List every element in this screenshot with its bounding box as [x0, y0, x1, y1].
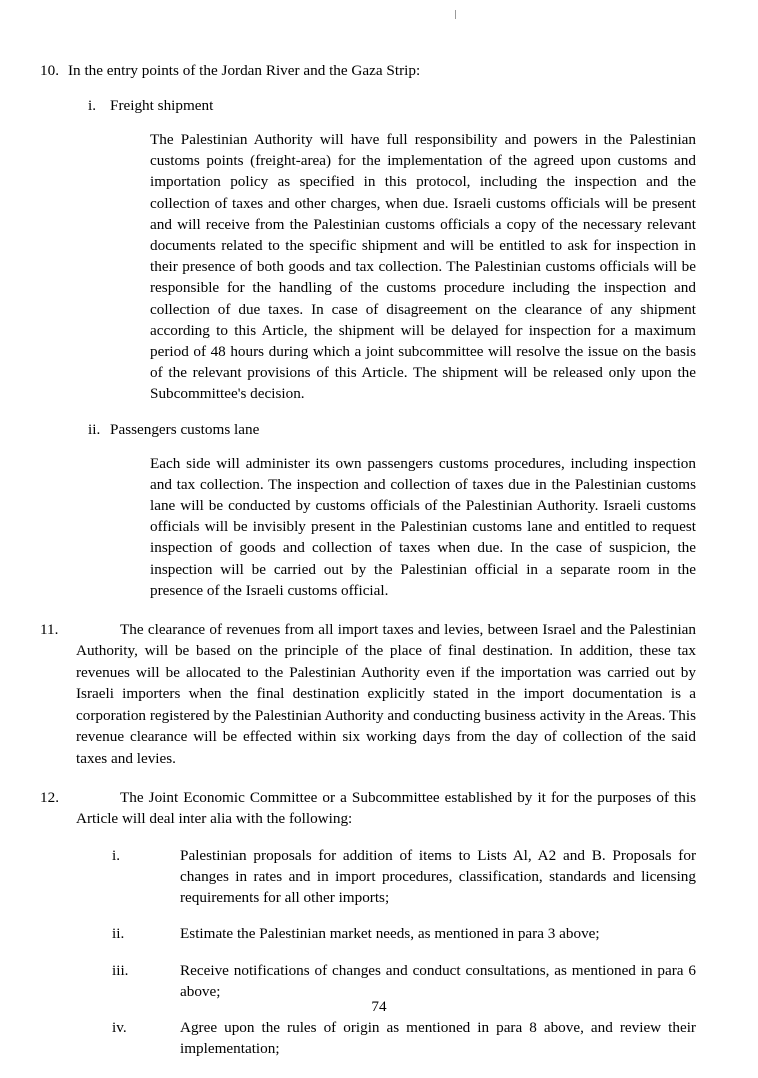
paragraph-11-marker: 11. — [40, 621, 59, 639]
subitem-i-marker: i. — [88, 97, 97, 114]
subitem-i-heading-row — [88, 95, 696, 116]
subitem-ii-heading: Passengers customs lane — [110, 420, 260, 438]
sub-list-item-i — [112, 845, 696, 909]
sub-list-item-iii — [112, 960, 696, 1002]
sub-list-item-i-text: Palestinian proposals for addition of items to Lists Al, A2 and B. Proposals for changes in rates and in import procedures, classification, standards and licensing requirements for all other imports; — [180, 846, 696, 907]
item-10-lead-text: In the entry points of the Jordan River and the Gaza Strip: — [68, 62, 421, 79]
subitem-ii-heading-row — [88, 419, 696, 440]
subitem-ii-marker: ii. — [88, 420, 101, 438]
paragraph-11-text: The clearance of revenues from all import taxes and levies, between Israel and the Palestinian Authority, will be based on the principle of the place of final destination. In addition, these tax revenues will be allocated to the Palestinian Authority even if the importation was carried out by Israeli importers when the final destination explicitly stated in the import documentation is a corporation registered by the Palestinian Authority and conducting business activity in the Areas. This revenue clearance will be effected within six working days from the day of collection of the said taxes and levies. — [76, 621, 696, 767]
sub-list-item-iv — [112, 1017, 696, 1059]
subitem-i-heading: Freight shipment — [110, 97, 214, 114]
numbered-paragraph-11 — [40, 619, 696, 769]
sub-list-item-ii — [112, 923, 696, 944]
sub-list-item-i-marker: i. — [112, 846, 121, 864]
numbered-paragraph-12 — [40, 787, 696, 830]
sub-list-item-iv-marker: iv. — [112, 1018, 127, 1036]
page-top-tick-mark — [455, 10, 456, 19]
paragraph-11-text-wrap — [76, 619, 696, 769]
sub-list-item-ii-marker: ii. — [112, 925, 125, 943]
page-number: 74 — [371, 998, 387, 1015]
paragraph-12-text-wrap — [76, 787, 696, 830]
item-10-marker: 10. — [40, 62, 59, 79]
sub-list-item-iii-text: Receive notifications of changes and conduct consultations, as mentioned in para 6 above; — [180, 961, 696, 1000]
numbered-item-10 — [40, 60, 696, 81]
paragraph-12-marker: 12. — [40, 788, 59, 806]
sub-list-item-iv-text: Agree upon the rules of origin as mentioned in para 8 above, and review their implementation; — [180, 1018, 696, 1058]
sub-list-item-iii-marker: iii. — [112, 961, 129, 979]
sub-list-item-ii-text: Estimate the Palestinian market needs, as mentioned in para 3 above; — [180, 925, 600, 943]
subitem-i-body: The Palestinian Authority will have full responsibility and powers in the Palestinian customs points (freight-area) for the implementation of the agreed upon customs and importation policy as specified in this protocol, including the inspection and the collection of taxes and other charges, when due. Israeli customs officials will be present and will receive from the Palestinian customs officials a copy of the necessary relevant documents related to the specific shipment and will be entitled to ask for inspection in their presence of both goods and tax collection. The Palestinian customs officials will be responsible for the handling of the customs procedure including the inspection and collection of due taxes. In case of disagreement on the clearance of any shipment according to this Article, the shipment will be delayed for inspection for a maximum period of 48 hours during which a joint subcommittee will resolve the issue on the basis of the relevant provisions of this Article. The shipment will be released only upon the Subcommittee's decision. — [150, 131, 696, 403]
subitem-ii-body: Each side will administer its own passengers customs procedures, including inspection and tax collection. The inspection and collection of taxes due in the Palestinian customs lane will be conducted by customs officials of the Palestinian Authority. Israeli customs officials will be invisibly present in the Palestinian customs lane and entitled to request inspection of goods and collection of taxes when due. In the case of suspicion, the inspection will be carried out by the Palestinian official in a separate room in the presence of the Israeli customs official. — [150, 454, 696, 599]
paragraph-12-text: The Joint Economic Committee or a Subcommittee established by it for the purposes of this Article will deal inter alia with the following: — [76, 788, 696, 828]
